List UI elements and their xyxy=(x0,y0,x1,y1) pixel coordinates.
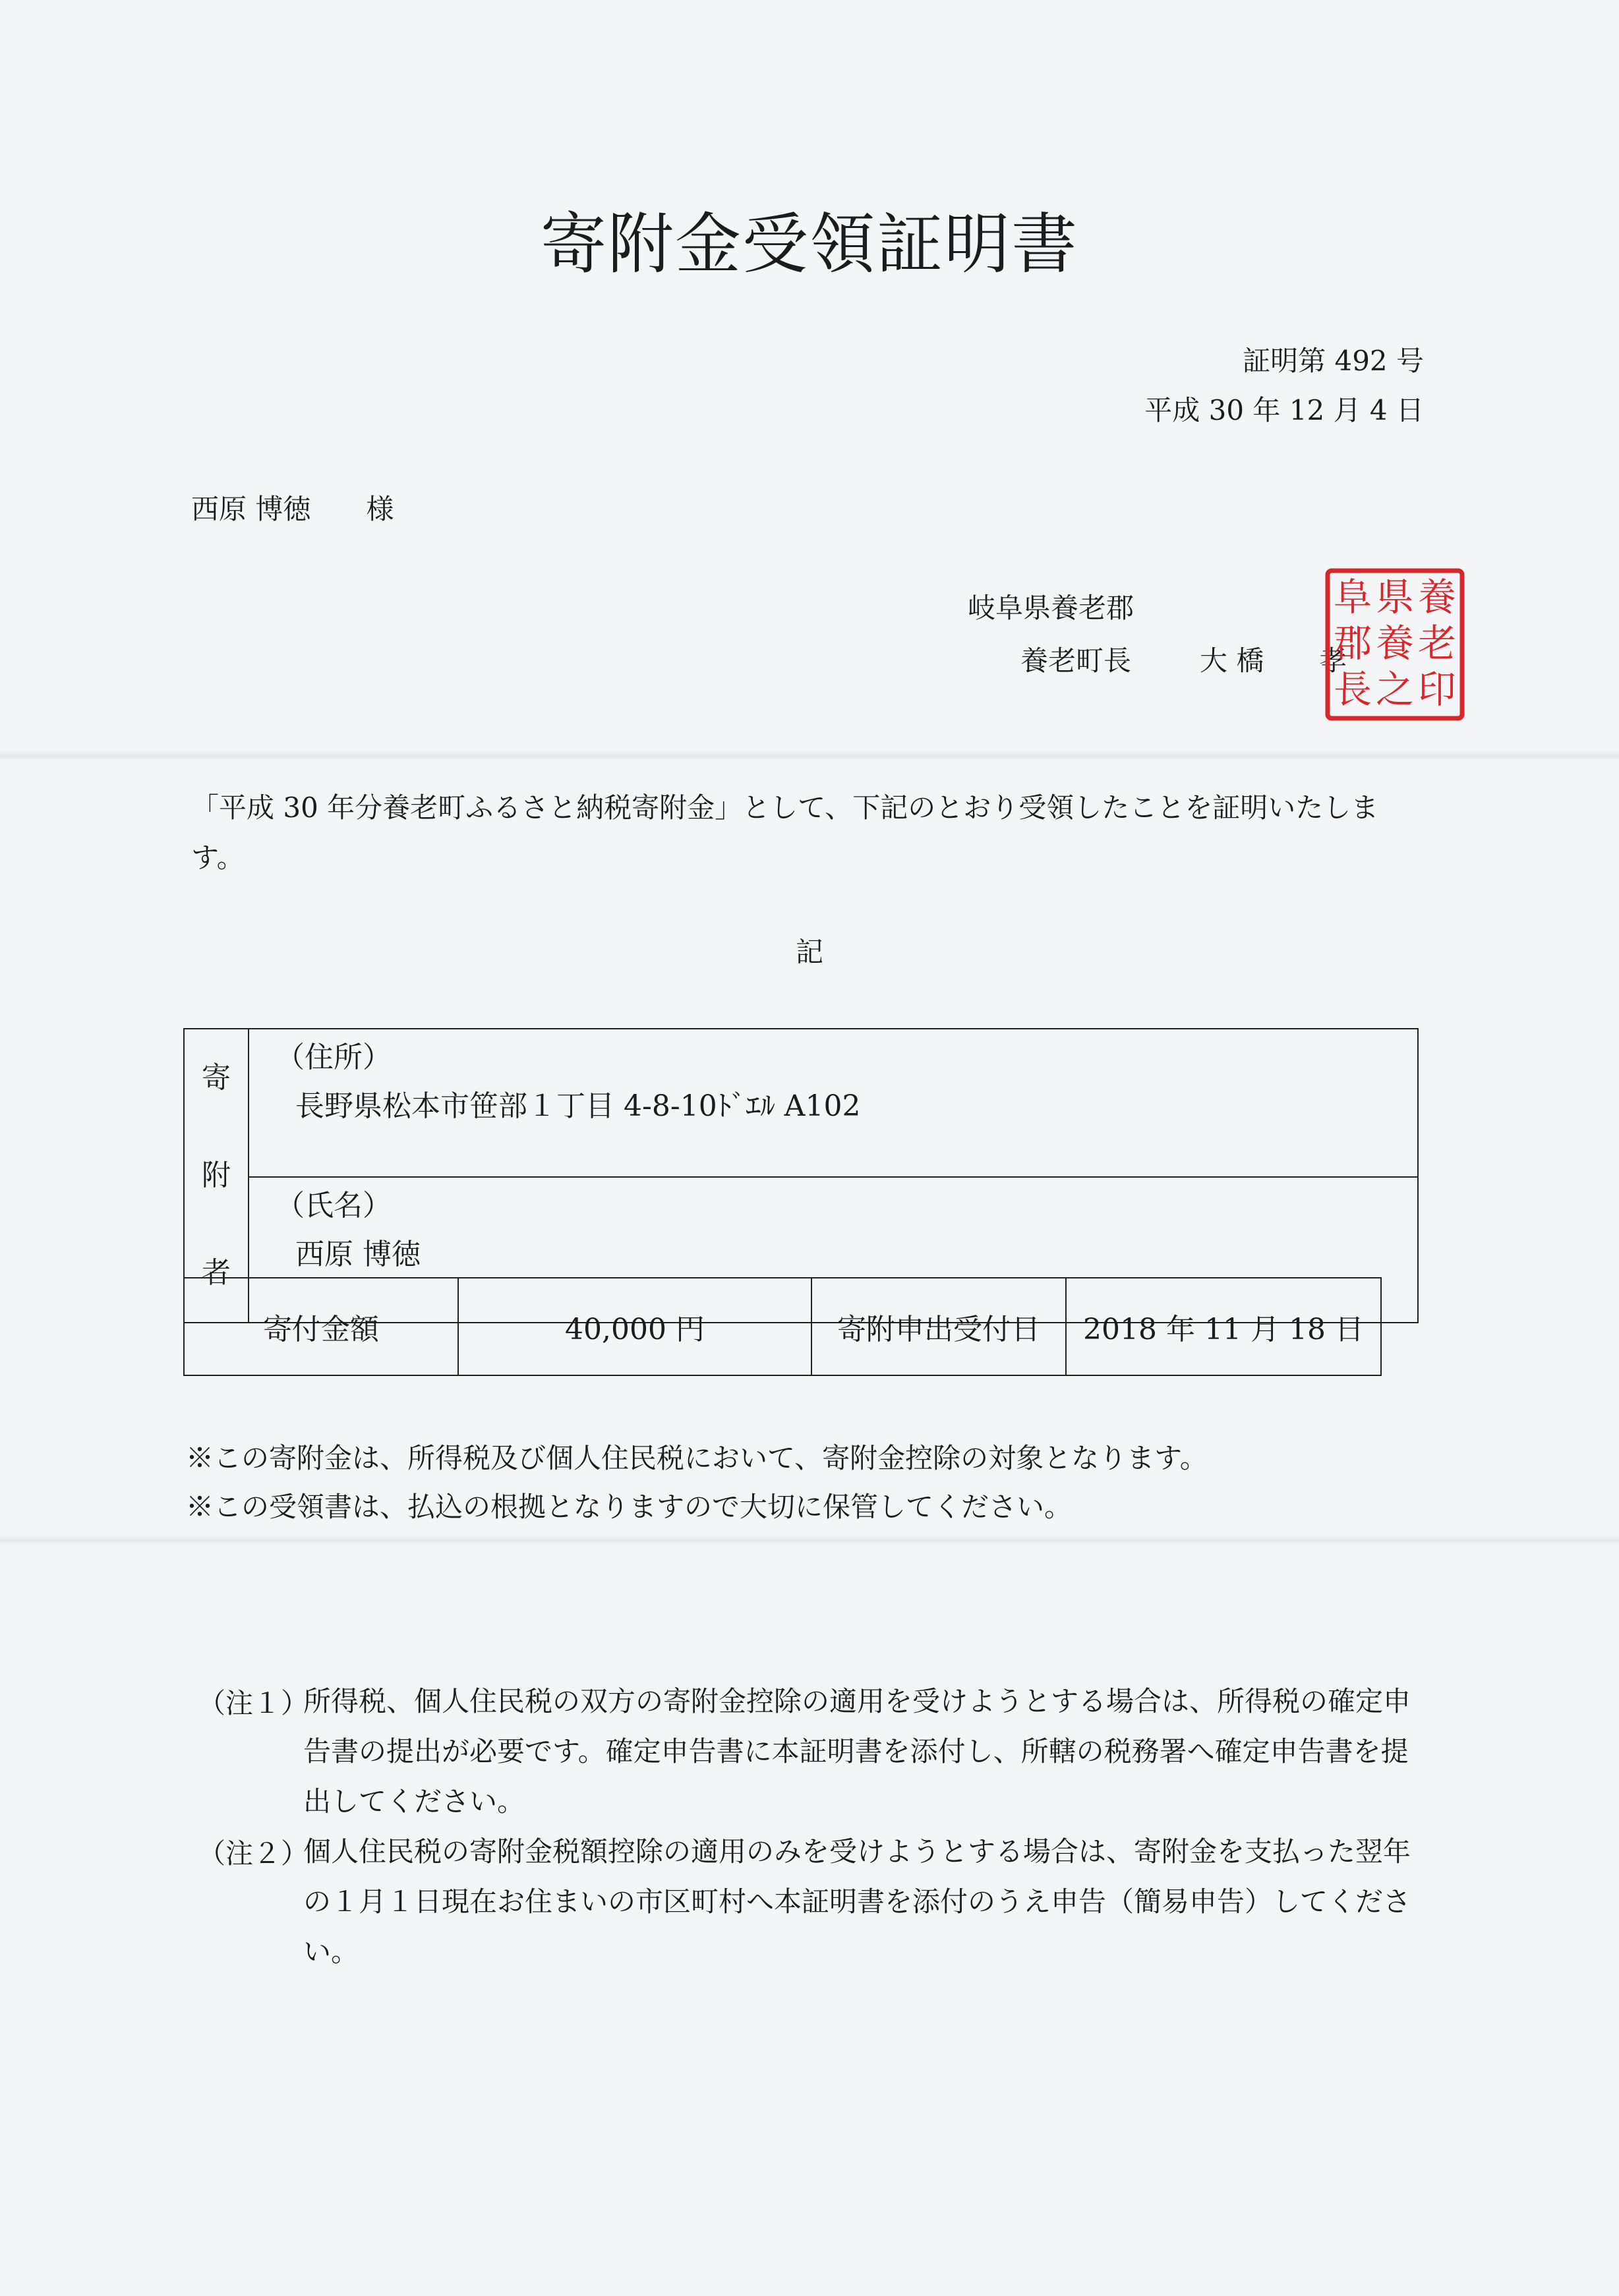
amount-label: 寄付金額 xyxy=(184,1278,458,1375)
address-value: 長野県松本市笹部１丁目 4-8-10ﾄﾞｴﾙ A102 xyxy=(295,1089,861,1123)
address-cell xyxy=(249,1029,1418,1177)
seal-char: 印 xyxy=(1417,667,1457,712)
side-char: 者 xyxy=(202,1256,231,1290)
seal-char: 阜 xyxy=(1333,575,1372,619)
recipient-name: 西原 博徳 様 xyxy=(191,493,394,525)
receipt-date-value: 2018 年 11 月 18 日 xyxy=(1066,1278,1381,1375)
paper-fold xyxy=(0,751,1619,761)
seal-char: 養 xyxy=(1375,621,1415,666)
certificate-number: 証明第 492 号 xyxy=(1243,345,1424,377)
paper-fold xyxy=(0,1535,1619,1545)
note-label: （注１） xyxy=(198,1687,309,1719)
seal-char: 之 xyxy=(1375,667,1415,712)
intro-paragraph: 「平成 30 年分養老町ふるさと納税寄附金」として、下記のとおり受領したことを証明いたします。 xyxy=(191,791,1379,874)
document-title: 寄附金受領証明書 xyxy=(541,206,1078,283)
note-text: 個人住民税の寄附金税額控除の適用のみを受けようとする場合は、寄附金を支払った翌年の１月１日現在お住まいの市区町村へ本証明書を添付のうえ申告（簡易申告）してください。 xyxy=(303,1835,1411,1968)
issuer-region: 岐阜県養老郡 xyxy=(968,592,1134,624)
issuer-title: 養老町長 xyxy=(1020,645,1132,677)
name-value: 西原 博徳 xyxy=(295,1238,421,1272)
remark-line: ※この寄附金は、所得税及び個人住民税において、寄附金控除の対象となります。 xyxy=(186,1442,1208,1474)
ki-heading: 記 xyxy=(795,936,823,968)
address-label: （住所） xyxy=(276,1041,392,1074)
receipt-date-label: 寄附申出受付日 xyxy=(811,1278,1066,1375)
seal-char: 県 xyxy=(1375,575,1415,619)
note-label: （注２） xyxy=(198,1837,309,1870)
issue-date: 平成 30 年 12 月 4 日 xyxy=(1144,394,1424,426)
seal-char: 養 xyxy=(1417,575,1457,619)
side-char: 附 xyxy=(202,1159,231,1192)
amount-table xyxy=(183,1277,1382,1376)
side-char: 寄 xyxy=(202,1061,231,1095)
seal-char: 郡 xyxy=(1333,621,1372,666)
remark-line: ※この受領書は、払込の根拠となりますので大切に保管してください。 xyxy=(186,1491,1073,1523)
note-text: 所得税、個人住民税の双方の寄附金控除の適用を受けようとする場合は、所得税の確定申告書の提出が必要です。確定申告書に本証明書を添付し、所轄の税務署へ確定申告書を提出してください。 xyxy=(303,1685,1411,1818)
seal-char: 老 xyxy=(1417,621,1457,666)
official-seal xyxy=(1324,567,1466,722)
amount-value: 40,000 円 xyxy=(458,1278,811,1375)
seal-char: 長 xyxy=(1333,667,1372,712)
name-label: （氏名） xyxy=(276,1189,392,1223)
issuer-name: 大 橋 孝 xyxy=(1200,645,1347,677)
